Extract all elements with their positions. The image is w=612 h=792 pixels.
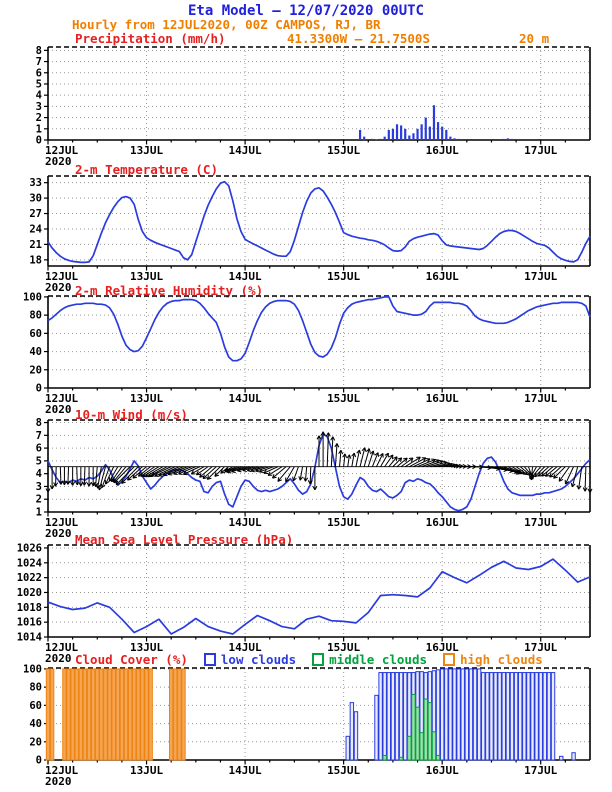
x-tick-label: 12JUL bbox=[45, 516, 79, 529]
cloud-bar-middle bbox=[412, 694, 415, 760]
cloud-bar-low bbox=[375, 695, 378, 760]
precip-bar bbox=[421, 124, 423, 140]
wind-arrow bbox=[335, 443, 337, 466]
x-tick-label: 12JUL bbox=[45, 144, 79, 157]
cloud-bar-middle bbox=[428, 703, 431, 760]
wind-arrow-head bbox=[243, 471, 247, 472]
cloud-bar-low bbox=[477, 669, 480, 760]
x-tick-sublabel: 2020 bbox=[45, 652, 72, 665]
x-tick-label: 14JUL bbox=[228, 144, 262, 157]
cloud-bar-low bbox=[469, 669, 472, 760]
wind-arrow-head bbox=[577, 485, 578, 489]
cloud-bar-low bbox=[453, 669, 456, 760]
panel-title-pressure: Mean Sea Level Pressure (hPa) bbox=[75, 532, 294, 547]
precip-bar bbox=[507, 138, 509, 140]
wind-arrow-head bbox=[227, 472, 231, 473]
y-tick-label: 80 bbox=[29, 309, 42, 322]
x-tick-label: 13JUL bbox=[129, 764, 164, 777]
y-tick-label: 1020 bbox=[16, 586, 42, 599]
y-tick-label: 8 bbox=[35, 44, 42, 57]
wind-arrow-head bbox=[369, 449, 370, 453]
y-tick-label: 6 bbox=[35, 67, 42, 80]
x-tick-label: 15JUL bbox=[327, 641, 361, 654]
cloud-bar-low bbox=[539, 673, 542, 760]
cloud-bar-high bbox=[133, 669, 136, 760]
x-tick-label: 14JUL bbox=[228, 641, 262, 654]
y-tick-label: 0 bbox=[35, 134, 42, 147]
x-tick-label: 17JUL bbox=[524, 516, 558, 529]
y-tick-label: 5 bbox=[35, 78, 42, 91]
y-tick-label: 8 bbox=[35, 417, 42, 430]
cloud-bar-low bbox=[391, 673, 394, 760]
wind-arrow bbox=[60, 467, 61, 485]
precip-bar bbox=[359, 130, 361, 140]
y-tick-label: 3 bbox=[35, 480, 42, 493]
cloud-bar-low bbox=[482, 673, 485, 760]
precip-bar bbox=[445, 130, 447, 140]
y-tick-label: 40 bbox=[29, 718, 42, 731]
x-tick-label: 17JUL bbox=[524, 641, 558, 654]
x-tick-label: 12JUL bbox=[45, 392, 79, 405]
x-tick-label: 16JUL bbox=[425, 764, 459, 777]
x-tick-label: 17JUL bbox=[524, 392, 558, 405]
cloud-bar-low bbox=[535, 673, 538, 760]
cloud-bar-high bbox=[91, 669, 94, 760]
y-tick-label: 20 bbox=[29, 364, 42, 377]
cloud-bar-high bbox=[108, 669, 111, 760]
y-tick-label: 1 bbox=[35, 123, 42, 136]
wind-arrow bbox=[77, 467, 78, 485]
legend-label-low-clouds: low clouds bbox=[220, 652, 297, 667]
y-tick-label: 1022 bbox=[16, 572, 42, 585]
wind-arrow-head bbox=[349, 455, 350, 459]
cloud-bar-low bbox=[527, 673, 530, 760]
cloud-bar-high bbox=[87, 669, 90, 760]
x-tick-label: 13JUL bbox=[129, 516, 164, 529]
cloud-bar-low bbox=[523, 673, 526, 760]
y-tick-label: 7 bbox=[35, 56, 42, 69]
cloud-bar-middle bbox=[424, 699, 427, 760]
y-tick-label: 20 bbox=[29, 736, 42, 749]
cloud-bar-low bbox=[399, 673, 402, 760]
cloud-bar-low bbox=[514, 673, 517, 760]
cloud-bar-high bbox=[104, 669, 107, 760]
y-tick-label: 7 bbox=[35, 429, 42, 442]
y-tick-label: 3 bbox=[35, 100, 42, 113]
panel-title-precipitation: Precipitation (mm/h) bbox=[75, 31, 226, 46]
x-tick-label: 17JUL bbox=[524, 144, 558, 157]
y-tick-label: 24 bbox=[29, 223, 42, 236]
precip-bar bbox=[425, 118, 427, 140]
cloud-bar-low bbox=[436, 670, 439, 760]
precip-bar bbox=[416, 129, 418, 140]
wind-arrow-head bbox=[373, 451, 374, 455]
x-tick-sublabel: 2020 bbox=[45, 403, 72, 416]
wind-arrow-head bbox=[232, 472, 236, 473]
cloud-bar-low bbox=[510, 673, 513, 760]
cloud-bar-high bbox=[178, 669, 181, 760]
y-tick-label: 100 bbox=[23, 663, 42, 676]
wind-arrow bbox=[68, 467, 69, 485]
x-tick-label: 16JUL bbox=[425, 641, 459, 654]
y-tick-label: 1026 bbox=[16, 542, 42, 555]
precip-bar bbox=[371, 139, 373, 140]
wind-arrow-head bbox=[251, 471, 255, 472]
cloud-bar-low bbox=[531, 673, 534, 760]
x-tick-label: 15JUL bbox=[327, 270, 361, 283]
x-tick-label: 17JUL bbox=[524, 764, 558, 777]
x-tick-label: 15JUL bbox=[327, 764, 361, 777]
x-tick-label: 13JUL bbox=[129, 270, 164, 283]
header-coordinates: 41.3300W — 21.7500S bbox=[287, 31, 430, 46]
panel-pressure bbox=[17, 542, 590, 665]
cloud-bar-high bbox=[137, 669, 140, 760]
wind-arrow bbox=[585, 467, 586, 492]
cloud-bar-low bbox=[445, 669, 448, 760]
y-tick-label: 1024 bbox=[16, 557, 42, 570]
cloud-bar-middle bbox=[436, 755, 439, 760]
cloud-bar-low bbox=[486, 673, 489, 760]
x-tick-sublabel: 2020 bbox=[45, 527, 72, 540]
precip-bar bbox=[503, 139, 505, 140]
precip-bar bbox=[388, 130, 390, 140]
cloud-bar-low bbox=[551, 673, 554, 760]
cloud-bar-high bbox=[63, 669, 66, 760]
cloud-bar-low bbox=[490, 673, 493, 760]
cloud-bar-high bbox=[67, 669, 70, 760]
wind-arrow-head bbox=[409, 458, 413, 459]
precip-bar bbox=[396, 124, 398, 140]
x-tick-label: 13JUL bbox=[129, 641, 164, 654]
x-tick-label: 14JUL bbox=[228, 764, 262, 777]
cloud-bar-low bbox=[383, 673, 386, 760]
cloud-bar-high bbox=[128, 669, 131, 760]
wind-arrow bbox=[393, 458, 402, 467]
panel-title-wind: 10-m Wind (m/s) bbox=[75, 407, 188, 422]
cloud-bar-high bbox=[79, 669, 82, 760]
panel-title-temperature: 2-m Temperature (C) bbox=[75, 162, 218, 177]
panel-precipitation bbox=[36, 45, 590, 168]
legend-label-middle-clouds: middle clouds bbox=[329, 652, 427, 667]
precip-bar bbox=[408, 136, 410, 140]
precip-bar bbox=[392, 129, 394, 140]
cloud-bar-low bbox=[395, 673, 398, 760]
y-tick-label: 40 bbox=[29, 346, 42, 359]
cloud-bar-high bbox=[100, 669, 103, 760]
wind-arrow-head bbox=[96, 484, 97, 488]
x-tick-label: 16JUL bbox=[425, 270, 459, 283]
cloud-bar-low bbox=[465, 669, 468, 760]
x-tick-sublabel: 2020 bbox=[45, 281, 72, 294]
wind-arrow-head bbox=[256, 471, 260, 472]
y-tick-label: 30 bbox=[29, 192, 42, 205]
header-title: Eta Model — 12/07/2020 00UTC bbox=[187, 3, 424, 19]
y-tick-label: 60 bbox=[29, 327, 42, 340]
x-tick-label: 14JUL bbox=[228, 516, 262, 529]
header-elevation: 20 m bbox=[519, 31, 550, 46]
x-tick-sublabel: 2020 bbox=[45, 155, 72, 168]
x-tick-label: 12JUL bbox=[45, 641, 79, 654]
cloud-bar-low bbox=[387, 673, 390, 760]
cloud-bar-low bbox=[547, 673, 550, 760]
y-tick-label: 0 bbox=[35, 754, 42, 767]
y-tick-label: 18 bbox=[29, 254, 42, 267]
cloud-bar-low bbox=[440, 669, 443, 760]
wind-arrow-head bbox=[299, 476, 300, 480]
y-tick-label: 2 bbox=[35, 493, 42, 506]
x-tick-label: 12JUL bbox=[45, 764, 79, 777]
cloud-bar-high bbox=[145, 669, 148, 760]
x-tick-label: 16JUL bbox=[425, 392, 459, 405]
cloud-bar-high bbox=[169, 669, 172, 760]
y-tick-label: 4 bbox=[35, 89, 42, 102]
wind-arrow bbox=[56, 467, 57, 487]
wind-arrow-head bbox=[101, 483, 102, 487]
temperature-line bbox=[48, 182, 590, 263]
wind-arrow bbox=[310, 467, 311, 484]
cloud-bar-low bbox=[518, 673, 521, 760]
cloud-bar-middle bbox=[399, 757, 402, 760]
y-tick-label: 2 bbox=[35, 112, 42, 125]
cloud-bar-high bbox=[75, 669, 78, 760]
precip-bar bbox=[449, 137, 451, 140]
cloud-bar-middle bbox=[416, 707, 419, 760]
cloud-bar-high bbox=[149, 669, 152, 760]
cloud-bar-low bbox=[404, 673, 407, 760]
y-tick-label: 27 bbox=[29, 208, 42, 221]
y-tick-label: 21 bbox=[29, 238, 42, 251]
wind-arrow-head bbox=[354, 453, 355, 457]
panel-humidity bbox=[23, 291, 590, 416]
precip-bar bbox=[384, 137, 386, 140]
y-tick-label: 33 bbox=[29, 177, 42, 190]
cloud-bar-low bbox=[473, 669, 476, 760]
x-tick-label: 13JUL bbox=[129, 144, 164, 157]
cloud-bar-high bbox=[116, 669, 119, 760]
precip-bar bbox=[404, 129, 406, 140]
cloud-bar-middle bbox=[432, 732, 435, 760]
cloud-bar-low bbox=[457, 669, 460, 760]
y-tick-label: 1 bbox=[35, 506, 42, 519]
cloud-bar-middle bbox=[408, 736, 411, 760]
cloud-bar-low bbox=[354, 712, 357, 760]
cloud-bar-low bbox=[560, 756, 563, 760]
cloud-bar-low bbox=[502, 673, 505, 760]
cloud-bar-low bbox=[498, 673, 501, 760]
precip-bar bbox=[511, 139, 513, 140]
panel-clouds bbox=[23, 663, 590, 788]
cloud-bar-low bbox=[379, 673, 382, 760]
cloud-bar-low bbox=[350, 703, 353, 760]
wind-arrow-head bbox=[260, 472, 264, 473]
wind-arrow bbox=[84, 467, 85, 486]
cloud-bar-high bbox=[174, 669, 177, 760]
cloud-bar-low bbox=[506, 673, 509, 760]
cloud-bar-high bbox=[71, 669, 74, 760]
y-tick-label: 4 bbox=[35, 468, 42, 481]
x-tick-sublabel: 2020 bbox=[45, 775, 72, 788]
cloud-bar-middle bbox=[420, 733, 423, 760]
y-tick-label: 0 bbox=[35, 382, 42, 395]
x-tick-label: 14JUL bbox=[228, 392, 262, 405]
panel-title-clouds: Cloud Cover (%) bbox=[75, 652, 188, 667]
cloud-bar-low bbox=[494, 673, 497, 760]
cloud-bar-high bbox=[120, 669, 123, 760]
legend-label-high-clouds: high clouds bbox=[460, 652, 543, 667]
y-tick-label: 1018 bbox=[16, 601, 42, 614]
precip-bar bbox=[433, 105, 435, 140]
y-tick-label: 1016 bbox=[16, 616, 42, 629]
x-tick-label: 12JUL bbox=[45, 270, 79, 283]
panel-title-humidity: 2-m Relative Humidity (%) bbox=[75, 283, 264, 298]
y-tick-label: 6 bbox=[35, 442, 42, 455]
cloud-bar-low bbox=[346, 736, 349, 760]
panel-wind bbox=[36, 417, 592, 540]
precip-bar bbox=[453, 138, 455, 140]
wind-arrow-head bbox=[571, 483, 572, 487]
precip-bar bbox=[441, 127, 443, 140]
cloud-bar-high bbox=[182, 669, 185, 760]
cloud-bar-high bbox=[50, 669, 53, 760]
wind-arrow-head bbox=[365, 448, 366, 452]
y-tick-label: 5 bbox=[35, 455, 42, 468]
y-tick-label: 1014 bbox=[16, 631, 42, 644]
cloud-bar-high bbox=[112, 669, 115, 760]
cloud-bar-low bbox=[461, 669, 464, 760]
precip-bar bbox=[400, 125, 402, 140]
precip-bar bbox=[375, 139, 377, 140]
precip-bar bbox=[379, 139, 381, 140]
cloud-bar-high bbox=[96, 669, 99, 760]
pressure-line bbox=[48, 559, 590, 634]
wind-arrow-head bbox=[293, 477, 294, 481]
x-tick-label: 15JUL bbox=[327, 392, 361, 405]
x-tick-label: 16JUL bbox=[425, 144, 459, 157]
y-tick-label: 80 bbox=[29, 681, 42, 694]
y-tick-label: 100 bbox=[23, 291, 42, 304]
x-tick-label: 15JUL bbox=[327, 516, 361, 529]
cloud-bar-high bbox=[141, 669, 144, 760]
x-tick-label: 16JUL bbox=[425, 516, 459, 529]
cloud-bar-high bbox=[46, 669, 49, 760]
precip-bar bbox=[363, 137, 365, 140]
header-subtitle: Hourly from 12JUL2020, 00Z CAMPOS, RJ, BR bbox=[72, 17, 381, 32]
wind-arrow-head bbox=[359, 450, 360, 454]
precip-bar bbox=[412, 133, 414, 140]
wind-arrow-head bbox=[237, 471, 241, 472]
precip-bar bbox=[437, 122, 439, 140]
x-tick-label: 13JUL bbox=[129, 392, 164, 405]
cloud-bar-middle bbox=[383, 755, 386, 760]
y-tick-label: 60 bbox=[29, 699, 42, 712]
x-tick-label: 17JUL bbox=[524, 270, 558, 283]
precip-bar bbox=[429, 127, 431, 140]
cloud-bar-low bbox=[572, 753, 575, 760]
panel-temperature bbox=[29, 176, 590, 294]
cloud-bar-high bbox=[124, 669, 127, 760]
cloud-bar-high bbox=[83, 669, 86, 760]
cloud-bar-low bbox=[543, 673, 546, 760]
precip-bar bbox=[458, 139, 460, 140]
x-tick-label: 14JUL bbox=[228, 270, 262, 283]
wind-arrow-head bbox=[247, 471, 251, 472]
x-tick-label: 15JUL bbox=[327, 144, 361, 157]
cloud-bar-low bbox=[449, 669, 452, 760]
